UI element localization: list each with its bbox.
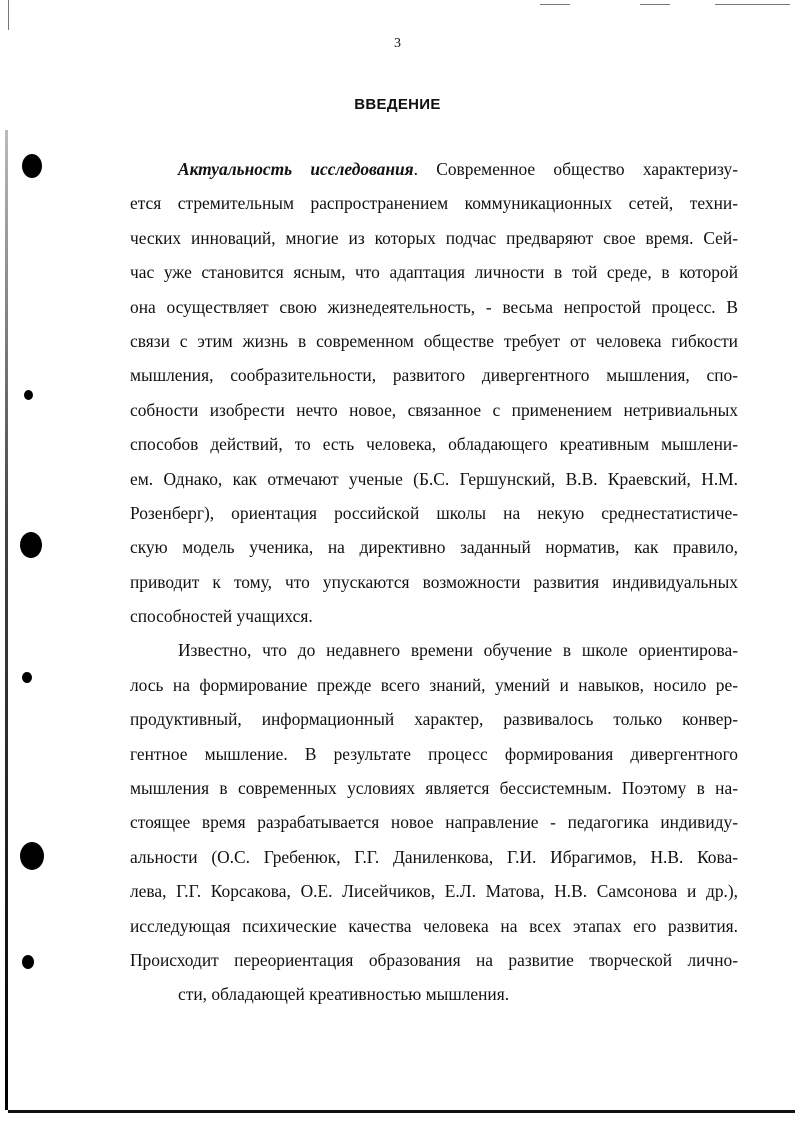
punch-hole-mark — [20, 532, 42, 558]
text-line: приводит к тому, что упускаются возможности развития индивидуальных — [130, 571, 738, 592]
text-line: ем. Однако, как отмечают ученые (Б.С. Гершунский, В.В. Краевский, Н.М. — [130, 468, 738, 489]
scan-scratch — [8, 0, 9, 30]
scan-scratch — [540, 4, 570, 5]
text-line: мышления, сообразительности, развитого дивергентного мышления, спо- — [130, 365, 738, 386]
text-line: стоящее время разрабатывается новое направление - педагогика индивиду- — [130, 812, 738, 833]
text-line: способов действий, то есть человека, обладающего креативным мышлени- — [130, 434, 738, 455]
punch-hole-mark — [22, 154, 42, 178]
text-line: Актуальность исследования. Современное общество характеризу- — [178, 159, 738, 179]
scan-scratch — [640, 4, 670, 5]
text-line: связи с этим жизнь в современном обществе требует от человека гибкости — [130, 330, 738, 351]
section-heading: ВВЕДЕНИЕ — [354, 96, 441, 113]
text-line: она осуществляет свою жизнедеятельность, - весьма непростой процесс. В — [130, 296, 738, 317]
text-line: скую модель ученика, на директивно заданный норматив, как правило, — [130, 537, 738, 558]
text-line: Розенберг), ориентация российской школы на некую среднестатистиче- — [130, 502, 738, 523]
scan-edge-bottom — [8, 1110, 795, 1113]
text-line: способностей учащихся. — [130, 606, 313, 627]
text-line: ется стремительным распространением коммуникационных сетей, техни- — [130, 193, 738, 214]
punch-hole-mark — [22, 672, 32, 683]
page-number: 3 — [394, 36, 401, 51]
punch-hole-mark — [24, 390, 33, 400]
text-line: Известно, что до недавнего времени обучение в школе ориентирова- — [178, 640, 738, 661]
text-line: ческих инноваций, многие из которых подчас предваряют свое время. Сей- — [130, 227, 738, 248]
text-line: альности (О.С. Гребенюк, Г.Г. Даниленкова, Г.И. Ибрагимов, Н.В. Кова- — [130, 846, 738, 867]
text-line: исследующая психические качества человека на всех этапах его развития. — [130, 915, 738, 936]
text-line: собности изобрести нечто новое, связанное с применением нетривиальных — [130, 399, 738, 420]
body-text — [130, 152, 738, 1012]
text-line: лось на формирование прежде всего знаний, умений и навыков, носило ре- — [130, 674, 738, 695]
punch-hole-mark — [22, 955, 34, 969]
scan-scratch — [715, 4, 790, 5]
text-line: продуктивный, информационный характер, развивалось только конвер- — [130, 709, 738, 730]
paragraph-lead: Актуальность исследования — [178, 159, 414, 179]
text-line: сти, обладающей креативностью мышления. — [178, 984, 510, 1005]
text-line: мышления в современных условиях является бессистемным. Поэтому в на- — [130, 778, 738, 799]
punch-hole-mark — [20, 842, 44, 870]
scan-edge-left — [5, 130, 8, 1110]
text-line: гентное мышление. В результате процесс формирования дивергентного — [130, 743, 738, 764]
text-line: Происходит переориентация образования на развитие творческой лично- — [130, 949, 738, 970]
text-line: лева, Г.Г. Корсакова, О.Е. Лисейчиков, Е.Л. Матова, Н.В. Самсонова и др.), — [130, 881, 738, 902]
text-line: час уже становится ясным, что адаптация личности в той среде, в которой — [130, 262, 738, 283]
